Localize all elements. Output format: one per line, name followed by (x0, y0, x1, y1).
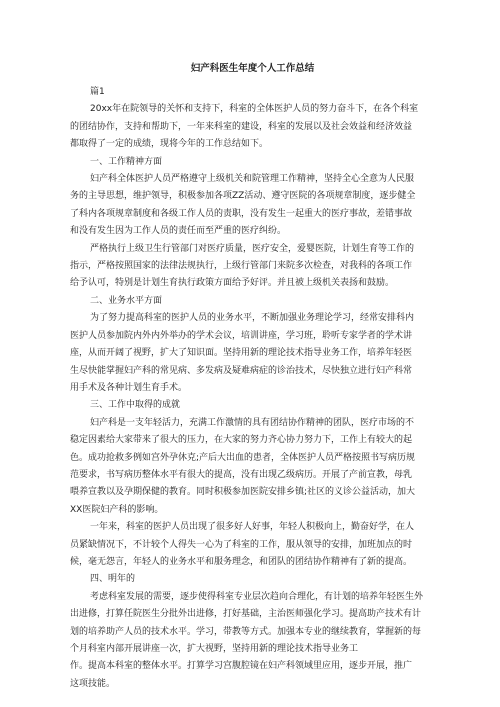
document-line: 四、明年的 (90, 574, 136, 585)
document-line: 生尽快能掌握妇产科的常见病、多发病及疑难病症的诊治技术，尽快独立进行妇产科常 (70, 365, 413, 376)
document-line: 一年来，科室的医护人员出现了很多好人好事，年轻人积极向上，勤奋好学，在人 (90, 522, 415, 533)
document-line: 员紧缺情况下，不计较个人得失一心为了科室的工作，服从领导的安排，加班加点的时 (70, 539, 413, 550)
document-line: 医护人员参加院内外内外举办的学术会议，培训讲座，学习班，聆听专家学者的学术讲 (70, 330, 413, 341)
document-line: 一、工作精神方面 (90, 156, 163, 167)
document-line: 候，毫无怨言，年轻人的业务水平和服务理念，和团队的团结协作精神有了新的提高。 (70, 556, 413, 567)
document-line: 妇产科全体医护人员严格遵守上级机关和院管理工作精神，坚持全心全意为人民服 (90, 174, 415, 185)
document-line: 指示，严格按照国家的法律法规执行，上级行管部门来院多次检查，对我科的各项工作 (70, 261, 413, 272)
document-line: 二、业务水平方面 (90, 295, 163, 306)
document-line: 和没有发生因为工作人员的责任而至严重的医疗纠纷。 (70, 226, 287, 237)
document-title: 妇产科医生年度个人工作总结 (190, 63, 315, 74)
document-line: 给予认可，特别是计划生育执行政策方面给予好评。并且被上级机关表扬和鼓励。 (70, 278, 395, 289)
document-body (70, 84, 435, 693)
document-line: 这项技能。 (70, 678, 116, 689)
document-line: 为了努力提高科室的医护人员的业务水平，不断加强业务理论学习，经常安排科内 (90, 313, 415, 324)
document-line: 篇1 (90, 87, 105, 97)
document-line: 出进修，打算任院医生分批外出进修，打好基础，主治医师强化学习。提高助产技术有计 (70, 609, 422, 620)
document-line: 三、工作中取得的成就 (90, 400, 181, 411)
document-line: 喂养宣教以及孕期保健的教育。同时积极参加医院安排乡镇;社区的义诊公益活动，加大 (70, 487, 416, 498)
document-line: 稳定因素给大家带来了很大的压力，在大家的努力齐心协力努力下，工作上有较大的起 (70, 435, 413, 446)
document-line: 色。成功抢救多例如宫外孕休克;产后大出血的患者，全体医护人员严格按照书写病历规 (70, 452, 416, 463)
document-line: 划的培养助产人员的技术水平。学习，带教等方式。加强本专业的继续教育，掌握新的每 (70, 626, 422, 637)
document-line: 的团结协作，支持和帮助下，一年来科室的建设，科室的发展以及社会效益和经济效益 (70, 121, 413, 132)
document-line: 座，从而开阔了视野，扩大了知识面。坚持用新的理论技术指导业务工作，培养年轻医 (70, 348, 413, 359)
document-line: 严格执行上级卫生行管部门对医疗质量，医疗安全，爱婴医院，计划生育等工作的 (90, 243, 415, 254)
document-line: 了科内各项规章制度和各级工作人员的责职，没有发生一起重大的医疗事故，差错事故 (70, 208, 413, 219)
document-line: 个月科室内部开展讲座一次，扩大视野，坚持用新的理论技术指导业务工 (70, 644, 359, 654)
document-line: 用手术及各种计划生育手术。 (70, 382, 188, 393)
document-line: 考虑科室发展的需要，逐步使得科室专业层次趋向合理化，有计划的培养年轻医生外 (90, 591, 424, 602)
document-line: 范要求，书写病历整体水平有很大的提高，没有出现乙级病历。开展了产前宣教，母乳 (70, 469, 413, 480)
document-line: 作。提高本科室的整体水平。打算学习宫腹腔镜在妇产科领域里应用，逐步开展，推广 (70, 661, 413, 672)
document-line: XX医院妇产科的影响。 (70, 504, 164, 515)
document-line: 务的主导思想，维护领导，积极参加各项ZZ活动、遵守医院的各项规章制度，逐步健全 (70, 191, 416, 202)
document-line: 20xx年在院领导的关怀和支持下，科室的全体医护人员的努力奋斗下，在各个科室 (90, 104, 419, 115)
document-line: 妇产科是一支年轻活力，充满工作激情的具有团结协作精神的团队，医疗市场的不 (90, 417, 415, 428)
document-line: 都取得了一定的成绩，现将今年的工作总结如下。 (70, 139, 269, 150)
